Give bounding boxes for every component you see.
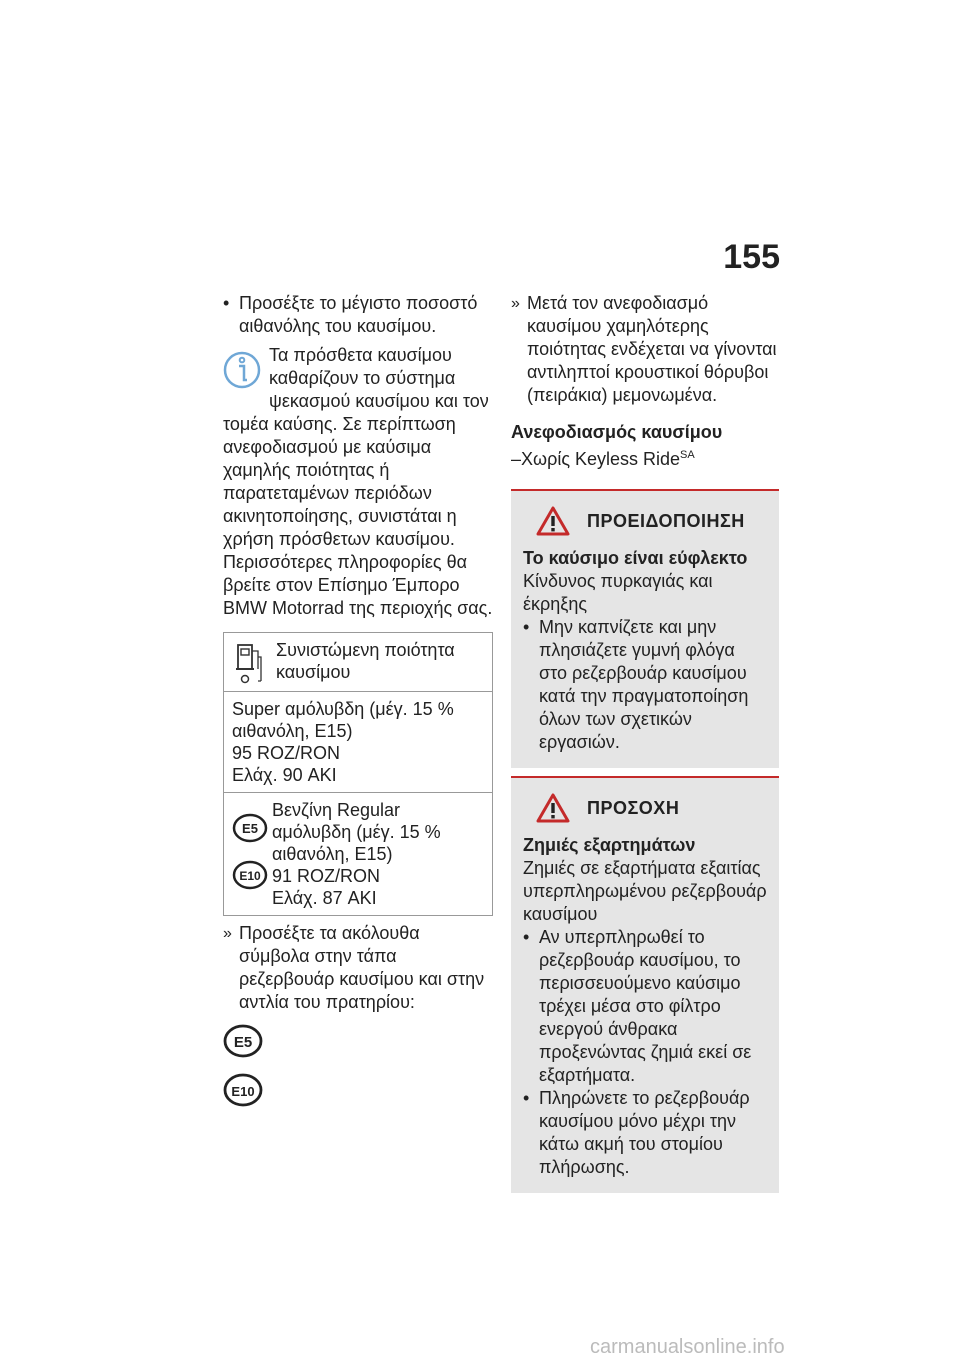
step-item [511, 292, 779, 407]
table-row [224, 793, 493, 916]
info-icon [223, 348, 261, 392]
caution-text: Ζημιές σε εξαρτήματα εξαιτίας υπερπληρωμένου ρεζερβουάρ καυσίμου [523, 858, 767, 924]
e5-badge-icon [232, 813, 272, 848]
fuel-table-header: Συνιστώμενη ποιότητα καυσίμου [276, 640, 455, 682]
caution-title: ΠΡΟΣΟΧΗ [587, 797, 680, 818]
caution-box [511, 776, 779, 1193]
step-arrow-icon: » [511, 295, 520, 312]
step-item [223, 922, 493, 1014]
fuel-pump-icon [234, 639, 264, 685]
e10-badge-icon [232, 860, 272, 895]
page-number: 155 [723, 238, 780, 276]
watermark: carmanualsonline.info [590, 1336, 785, 1358]
right-column [511, 292, 779, 1193]
warning-text: Κίνδυνος πυρκαγιάς και έκρηξης [523, 571, 713, 614]
warning-subtitle: Το καύσιμο είναι εύφλεκτο [523, 548, 748, 568]
bullet-icon: • [523, 617, 530, 637]
svg-text:E5: E5 [242, 821, 258, 836]
bullet-icon: • [523, 1088, 530, 1108]
tip-block [223, 344, 493, 620]
variant-filter: –Χωρίς Keyless Ride$^{SA}$ [511, 449, 695, 469]
fuel-badges [223, 1024, 493, 1112]
sa-superscript: SA [680, 449, 695, 461]
bullet-text: Αν υπερπληρωθεί το ρεζερβουάρ καυσίμου, το περισσευούμενο καύσιμο τρέχει μέσα στο φίλτρο ενεργού άνθρακα προξενώντας ζημιά εκεί σε εξαρτήματα. [539, 927, 752, 1085]
list-item [523, 616, 767, 754]
svg-text:E5: E5 [233, 1034, 253, 1051]
bullet-icon: • [223, 293, 230, 313]
e10-badge-icon [223, 1073, 493, 1112]
list-item [523, 926, 767, 1087]
table-row [224, 633, 493, 692]
warning-triangle-icon [535, 505, 571, 537]
regular-line: Ελάχ. 87 AKI [272, 888, 377, 908]
bullet-icon: • [523, 927, 530, 947]
list-item [523, 1087, 767, 1179]
bullet-text: Πληρώνετε το ρεζερβουάρ καυσίμου μόνο μέχρι την κάτω ακμή του στομίου πλήρωσης. [539, 1088, 750, 1177]
left-column [223, 292, 493, 1122]
warning-triangle-icon [535, 792, 571, 824]
super-line: αιθανόλη, E15) [232, 721, 353, 741]
table-row [224, 692, 493, 793]
svg-text:E10: E10 [231, 1084, 255, 1099]
svg-text:E10: E10 [239, 869, 261, 883]
section-heading: Ανεφοδιασμός καυσίμου [511, 422, 723, 442]
super-line: 95 ROZ/RON [232, 743, 341, 763]
e5-badge-icon [223, 1024, 493, 1063]
step-text: Μετά τον ανεφοδιασμό καυσίμου χαμηλότερης ποιότητας ενδέχεται να γίνονται αντιληπτοί κρουστικοί θόρυβοι (πειράκια) μεμονωμένα. [527, 293, 777, 405]
caution-subtitle: Ζημιές εξαρτημάτων [523, 835, 696, 855]
bullet-text: Μην καπνίζετε και μην πλησιάζετε γυμνή φλόγα στο ρεζερβουάρ καυσίμου κατά την πραγματοποίηση όλων των σχετικών εργασιών. [539, 617, 749, 752]
warning-title: ΠΡΟΕΙΔΟΠΟΙΗΣΗ [587, 510, 745, 531]
super-line: Ελάχ. 90 AKI [232, 765, 337, 785]
regular-line: Βενζίνη Regular αμόλυβδη (μέγ. 15 % αιθανόλη, E15) [272, 800, 441, 864]
tip-text: Τα πρόσθετα καυσίμου καθαρίζουν το σύστημα ψεκασμού καυσίμου και τον τομέα καύσης. Σε περίπτωση ανεφοδιασμού με καύσιμα χαμηλής ποιότητας ή παρατεταμένων περιόδων ακινητοποίησης, συνιστάται η χρήση πρόσθετων καυσίμου. Περισσότερες πληροφορίες θα βρείτε στον Επίσημο Έμπορο BMW Motorrad της περιοχής σας. [223, 345, 493, 618]
bullet-text: Προσέξτε το μέγιστο ποσοστό αιθανόλης του καυσίμου. [239, 293, 478, 336]
step-text: Προσέξτε τα ακόλουθα σύμβολα στην τάπα ρεζερβουάρ καυσίμου και στην αντλία του πρατηρίου: [239, 923, 485, 1012]
regular-line: 91 ROZ/RON [272, 866, 381, 886]
list-item [223, 292, 493, 338]
warning-box [511, 489, 779, 768]
fuel-table [223, 632, 493, 916]
super-line: Super αμόλυβδη (μέγ. 15 % [232, 699, 454, 719]
step-arrow-icon: » [223, 925, 232, 942]
